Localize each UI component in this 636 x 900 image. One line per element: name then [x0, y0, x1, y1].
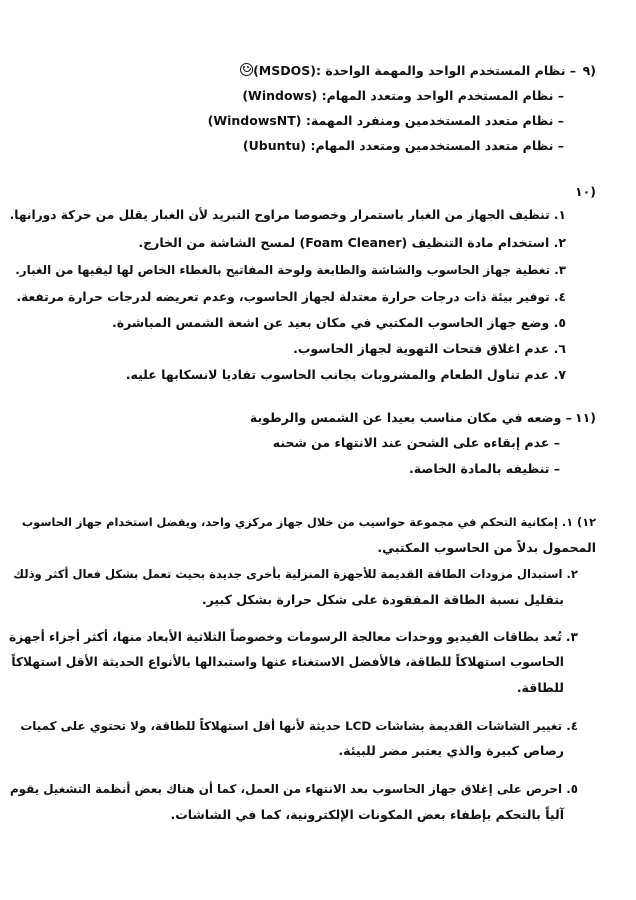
- section-9-item: – نظام متعدد المستخدمين ومنفرد المهمة: (WindowsNT): [207, 113, 564, 128]
- section-12-line: ٥. احرص على إغلاق جهاز الحاسوب بعد الانتهاء من العمل، كما أن هناك بعض أنظمة التشغيل يقوم: [9, 782, 578, 796]
- section-12-line: ٤. تغيير الشاشات القديمة بشاشات LCD حديثة لأنها أقل استهلاكاً للطاقة، ولا تحتوي على كميات: [20, 719, 578, 733]
- section-10-item: ٦. عدم اغلاق فتحات التهوية لجهاز الحاسوب.: [293, 341, 566, 356]
- section-9-number: ٩): [582, 63, 596, 78]
- section-12-line: ١٢) ١. إمكانية التحكم في مجموعة حواسيب من خلال جهاز مركزي واحد، ويفضل استخدام جهاز الحاسوب: [21, 516, 596, 529]
- section-9-item: – نظام متعدد المستخدمين ومتعدد المهام: (Ubuntu): [242, 138, 564, 153]
- section-10-item: ٤. توفير بيئة ذات درجات حرارة معتدلة لجهاز الحاسوب، وعدم تعريضه لدرجات حرارة مرتفعة.: [16, 290, 566, 304]
- section-11-number: ١١): [575, 410, 596, 425]
- section-12-line: الحاسوب استهلاكاً للطاقة، فالأفضل الاستغناء عنها واستبدالها بالأنواع الحديثة الأقل استهلاكاً: [11, 655, 564, 669]
- section-9-item: – نظام المستخدم الواحد ومتعدد المهام: (Windows): [242, 88, 564, 103]
- section-9-title: [238, 62, 576, 80]
- section-12-line: آلياً بالتحكم بإطفاء بعض المكونات الإلكترونية، كما في الشاشات.: [170, 807, 564, 822]
- section-10-item: ١. تنظيف الجهاز من الغبار باستمرار وخصوصا مراوح التبريد لأن الغبار يقلل من حركة دورانها.: [9, 208, 566, 222]
- section-12-line: المحمول بدلاً من الحاسوب المكتبي.: [377, 540, 596, 555]
- section-10-item: ٧. عدم تناول الطعام والمشروبات بجانب الحاسوب تفاديا لانسكابها عليه.: [125, 367, 566, 382]
- section-11-item: – عدم إبقاءه على الشحن عند الانتهاء من شحنه: [272, 435, 560, 450]
- section-12-line: رصاص كبيرة والذي يعتبر مضر للبيئة.: [338, 743, 564, 758]
- section-11-title: – وضعه في مكان مناسب بعيدا عن الشمس والرطوبة: [249, 410, 572, 425]
- section-10-number: ١٠): [575, 184, 596, 199]
- section-12-line: بتقليل نسبة الطاقة المفقودة على شكل حرارة بشكل كبير.: [201, 592, 564, 607]
- section-9-title-text: – نظام المستخدم الواحد والمهمة الواحدة :(MSDOS): [253, 63, 576, 78]
- section-12-line: للطاقة.: [516, 680, 564, 695]
- section-10-item: ٢. استخدام مادة التنظيف (Foam Cleaner) لمسح الشاشة من الخارج.: [138, 235, 566, 250]
- smiley-icon: [240, 63, 253, 76]
- section-10-item: ٥. وضع جهاز الحاسوب المكتبي في مكان بعيد عن اشعة الشمس المباشرة.: [111, 315, 566, 330]
- section-12-line: ٣. تُعد بطاقات الفيديو ووحدات معالجة الرسومات وخصوصاً الثلاثية الأبعاد منها، أكثر أجزاء أجهزة: [9, 630, 578, 644]
- section-11-item: – تنظيفه بالمادة الخاصة.: [409, 461, 560, 476]
- section-10-item: ٣. تغطية جهاز الحاسوب والشاشة والطابعة ولوحة المفاتيح بالغطاء الخاص لها ليقيها من الغبار.: [15, 263, 566, 277]
- section-12-line: ٢. استبدال مزودات الطاقة القديمة للأجهزة المنزلية بأخرى جديدة بحيث تعمل بشكل فعال أكثر وذلك: [13, 567, 578, 581]
